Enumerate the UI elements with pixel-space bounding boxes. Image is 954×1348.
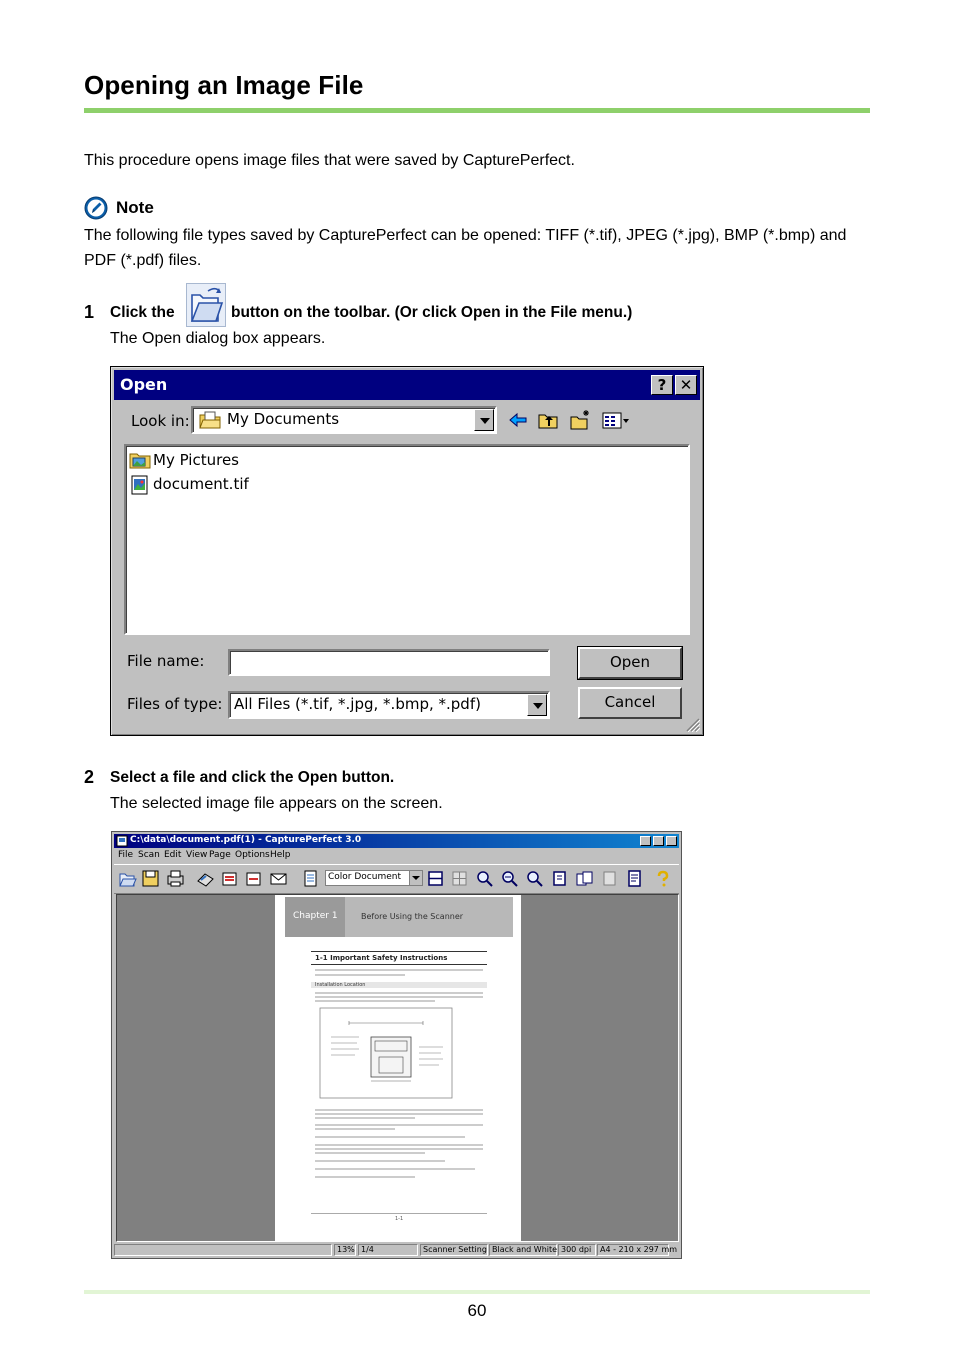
dialog-title: Open [120,375,168,394]
file-list[interactable] [124,444,690,635]
print-icon[interactable] [166,869,185,888]
close-button[interactable]: ✕ [675,375,697,395]
step-1-text-before: Click the [110,304,175,321]
look-in-combo[interactable] [191,406,497,434]
menu-file[interactable]: File [118,850,134,860]
intro-text: This procedure opens image files that were saved by CapturePerfect. [84,152,575,169]
scan-mode-dropdown-arrow[interactable] [409,871,422,885]
my-documents-icon [199,411,221,429]
step-1-text-after: button on the toolbar. (Or click Open in the File menu.) [231,304,633,321]
resize-grip-icon[interactable] [684,716,700,732]
text-line [315,969,483,971]
text-line [315,1176,415,1178]
back-arrow-icon[interactable] [507,409,529,431]
scan-mode-value: Color Document [328,872,401,882]
open-button[interactable]: Open [578,647,682,679]
thumbnail-view-icon[interactable] [450,869,469,888]
step-2-number: 2 [84,767,95,787]
file-name-label: File name: [127,652,205,670]
footer-rule [84,1290,870,1294]
chapter-label: Chapter 1 [293,911,338,921]
scanner-diagram [319,1007,453,1099]
look-in-label: Look in: [131,412,190,430]
status-zoom: 13% [334,1244,356,1256]
menu-help[interactable]: Help [270,850,291,860]
text-line [315,992,483,994]
files-of-type-combo[interactable] [228,691,550,719]
image-file-icon [129,475,151,495]
text-line [315,1144,483,1146]
list-item-label: My Pictures [153,451,239,469]
app-title: C:\data\document.pdf(1) - CapturePerfect 3.0 [130,835,362,845]
menubar [114,849,679,863]
zoom-fit-icon[interactable] [500,869,519,888]
folder-pictures-icon [129,451,151,469]
text-line [315,1148,483,1150]
save-icon[interactable] [141,869,160,888]
status-paper-size: A4 - 210 x 297 mm [597,1244,669,1256]
section-rule-bottom [311,964,487,965]
text-line [315,1000,435,1002]
note-icon [84,196,108,220]
status-setting: Scanner Setting [420,1244,488,1256]
captureperfect-window [111,831,682,1259]
open-dialog [110,366,704,736]
app-titlebar [114,834,679,848]
text-line [315,1128,395,1130]
files-of-type-dropdown-arrow[interactable] [527,694,547,716]
section-rule [311,951,487,952]
scan-batch-icon[interactable] [220,869,239,888]
look-in-dropdown-arrow[interactable] [474,409,494,431]
text-line [315,1117,415,1119]
menu-page[interactable]: Page [209,850,231,860]
menu-options[interactable]: Options [235,850,270,860]
pages-icon[interactable] [575,869,594,888]
step-2-result: The selected image file appears on the screen. [110,795,443,812]
mail-icon[interactable] [269,869,288,888]
help-icon[interactable] [653,869,672,888]
page-title: Opening an Image File [84,70,364,100]
zoom-in-icon[interactable] [475,869,494,888]
notes-icon[interactable] [625,869,644,888]
file-name-input[interactable] [228,649,550,676]
document-workspace[interactable] [116,894,679,1242]
step-1-number: 1 [84,302,95,322]
next-page-icon[interactable] [600,869,619,888]
help-button[interactable]: ? [651,375,673,395]
status-color-mode: Black and White [489,1244,557,1256]
step-1-result: The Open dialog box appears. [110,330,326,347]
menu-scan[interactable]: Scan [138,850,160,860]
first-page-icon[interactable] [550,869,569,888]
files-of-type-label: Files of type: [127,695,223,713]
scan-page-icon[interactable] [244,869,263,888]
scanner-settings-icon[interactable] [301,869,320,888]
status-blank [114,1244,332,1256]
section-heading: 1-1 Important Safety Instructions [315,954,448,962]
text-line [315,1168,475,1170]
text-line [315,974,405,976]
page-number: 60 [467,1301,487,1320]
scan-mode-combo[interactable] [325,870,423,886]
subhead: Installation Location [315,982,366,988]
status-resolution: 300 dpi [558,1244,596,1256]
app-close-button[interactable] [666,836,677,846]
zoom-out-icon[interactable] [525,869,544,888]
look-in-value: My Documents [227,410,340,428]
new-folder-icon[interactable] [569,409,591,431]
text-line [315,1160,445,1162]
menu-view[interactable]: View [186,850,208,860]
text-line [315,1136,465,1138]
minimize-button[interactable] [640,836,651,846]
scan-icon[interactable] [196,869,215,888]
list-item[interactable] [129,451,329,471]
list-item-label: document.tif [153,475,249,493]
status-page: 1/4 [358,1244,418,1256]
maximize-button[interactable] [653,836,664,846]
text-line [315,1152,425,1154]
list-item[interactable] [129,475,329,495]
open-icon[interactable] [118,869,137,888]
statusbar [114,1244,679,1257]
preview-footer: 1-1 [395,1216,404,1222]
footer-line [311,1213,487,1214]
cancel-button[interactable]: Cancel [578,687,682,719]
single-page-view-icon[interactable] [426,869,445,888]
app-toolbar [114,864,679,894]
menu-edit[interactable]: Edit [164,850,182,860]
chapter-title: Before Using the Scanner [361,912,464,921]
dialog-titlebar [114,370,700,400]
title-rule [84,108,870,113]
document-preview [275,895,521,1241]
text-line [315,1109,483,1111]
view-menu-icon[interactable] [601,409,631,431]
text-line [315,996,483,998]
step-2-text: Select a file and click the Open button. [110,769,395,786]
note-text: The following file types saved by CapturePerfect can be opened: TIFF (*.tif), JPEG (*.jpg), BMP (*.bmp) and PDF (*.pdf) files. [84,227,847,269]
text-line [315,1124,483,1126]
note-label: Note [116,198,154,217]
open-folder-icon [186,283,226,327]
files-of-type-value: All Files (*.tif, *.jpg, *.bmp, *.pdf) [234,695,481,713]
text-line [315,1113,483,1115]
up-folder-icon[interactable] [537,409,559,431]
app-icon [116,835,128,847]
